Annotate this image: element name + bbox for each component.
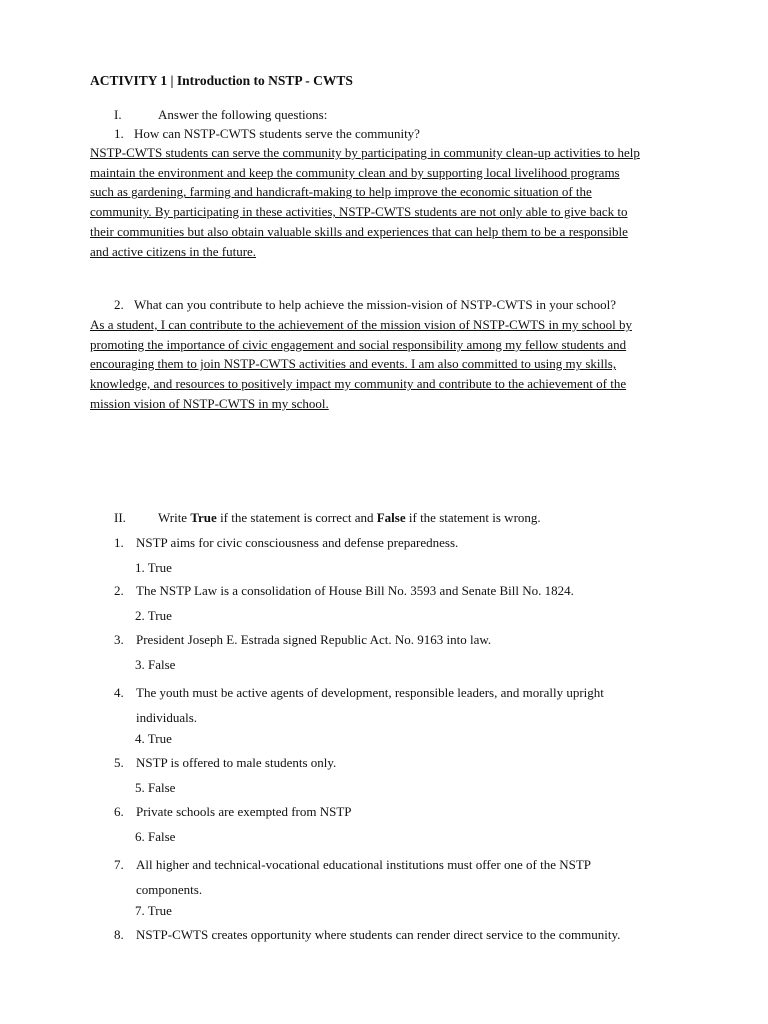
answer-line: their communities but also obtain valuable skills and experiences that can help them to be a responsible — [90, 223, 628, 239]
section-1-instruction: Answer the following questions: — [158, 107, 328, 122]
question-2 — [114, 297, 616, 313]
answer-line: NSTP-CWTS students can serve the community by participating in community clean-up activities to help — [90, 145, 640, 160]
true-keyword: True — [190, 510, 217, 525]
question-number: 2. — [114, 297, 124, 312]
instruction-pre: Write — [158, 510, 188, 525]
question-text: How can NSTP-CWTS students serve the community? — [134, 126, 420, 141]
statement-text: NSTP aims for civic consciousness and defense preparedness. — [136, 535, 459, 550]
statement-answer: 1. True — [135, 560, 172, 575]
statement-7 — [114, 853, 591, 902]
statement-number: 2. — [114, 583, 124, 598]
section-2-heading — [114, 510, 541, 526]
answer-1 — [90, 143, 690, 261]
statement-text: The NSTP Law is a consolidation of House Bill No. 3593 and Senate Bill No. 1824. — [136, 583, 574, 598]
answer-line: As a student, I can contribute to the achievement of the mission vision of NSTP-CWTS in my school by — [90, 317, 632, 332]
statement-6 — [114, 804, 352, 820]
statement-continuation: individuals. — [136, 709, 198, 725]
statement-2 — [114, 583, 574, 599]
answer-line: and active citizens in the future. — [90, 243, 257, 259]
question-1 — [114, 126, 420, 142]
statement-text: NSTP-CWTS creates opportunity where students can render direct service to the community. — [136, 927, 621, 942]
answer-line: encouraging them to join NSTP-CWTS activities and events. I am also committed to using my skills, — [90, 356, 617, 372]
instruction-post: if the statement is wrong. — [408, 510, 541, 525]
question-text: What can you contribute to help achieve the mission-vision of NSTP-CWTS in your school? — [134, 297, 616, 312]
statement-number: 5. — [114, 755, 124, 770]
statement-5 — [114, 755, 336, 771]
answer-2 — [90, 315, 690, 414]
answer-line: such as gardening, farming and handicraft-making to help improve the economic situation of the — [90, 184, 592, 200]
statement-1 — [114, 535, 458, 551]
statement-answer: 4. True — [135, 731, 172, 746]
statement-number: 3. — [114, 632, 124, 647]
section-1-heading — [114, 107, 327, 123]
instruction-mid: if the statement is correct and — [220, 510, 374, 525]
false-keyword: False — [376, 510, 406, 525]
answer-line: knowledge, and resources to positively impact my community and contribute to the achievement of the — [90, 376, 627, 392]
statement-4 — [114, 681, 604, 730]
statement-3 — [114, 632, 491, 648]
statement-number: 1. — [114, 535, 124, 550]
answer-line: maintain the environment and keep the community clean and by supporting local livelihood programs — [90, 164, 620, 180]
statement-number: 8. — [114, 927, 124, 942]
answer-line: mission vision of NSTP-CWTS in my school. — [90, 395, 329, 411]
statement-answer: 7. True — [135, 903, 172, 918]
question-number: 1. — [114, 126, 124, 141]
section-2-numeral: II. — [114, 510, 126, 525]
statement-text: All higher and technical-vocational educational institutions must offer one of the NSTP — [136, 857, 592, 872]
statement-continuation: components. — [136, 881, 203, 897]
statement-answer: 3. False — [135, 657, 176, 672]
statement-text: President Joseph E. Estrada signed Republic Act. No. 9163 into law. — [136, 632, 492, 647]
section-1-numeral: I. — [114, 107, 122, 122]
answer-line: community. By participating in these activities, NSTP-CWTS students are not only able to give back to — [90, 204, 628, 220]
statement-text: NSTP is offered to male students only. — [136, 755, 337, 770]
statement-number: 6. — [114, 804, 124, 819]
answer-line: promoting the importance of civic engagement and social responsibility among my fellow students and — [90, 336, 627, 352]
statement-number: 7. — [114, 857, 124, 872]
statement-number: 4. — [114, 685, 124, 700]
statement-answer: 5. False — [135, 780, 176, 795]
statement-answer: 6. False — [135, 829, 176, 844]
statement-answer: 2. True — [135, 608, 172, 623]
document-title: ACTIVITY 1 | Introduction to NSTP - CWTS — [90, 73, 353, 88]
statement-8 — [114, 927, 620, 943]
statement-text: The youth must be active agents of development, responsible leaders, and morally upright — [136, 685, 604, 700]
statement-text: Private schools are exempted from NSTP — [136, 804, 352, 819]
